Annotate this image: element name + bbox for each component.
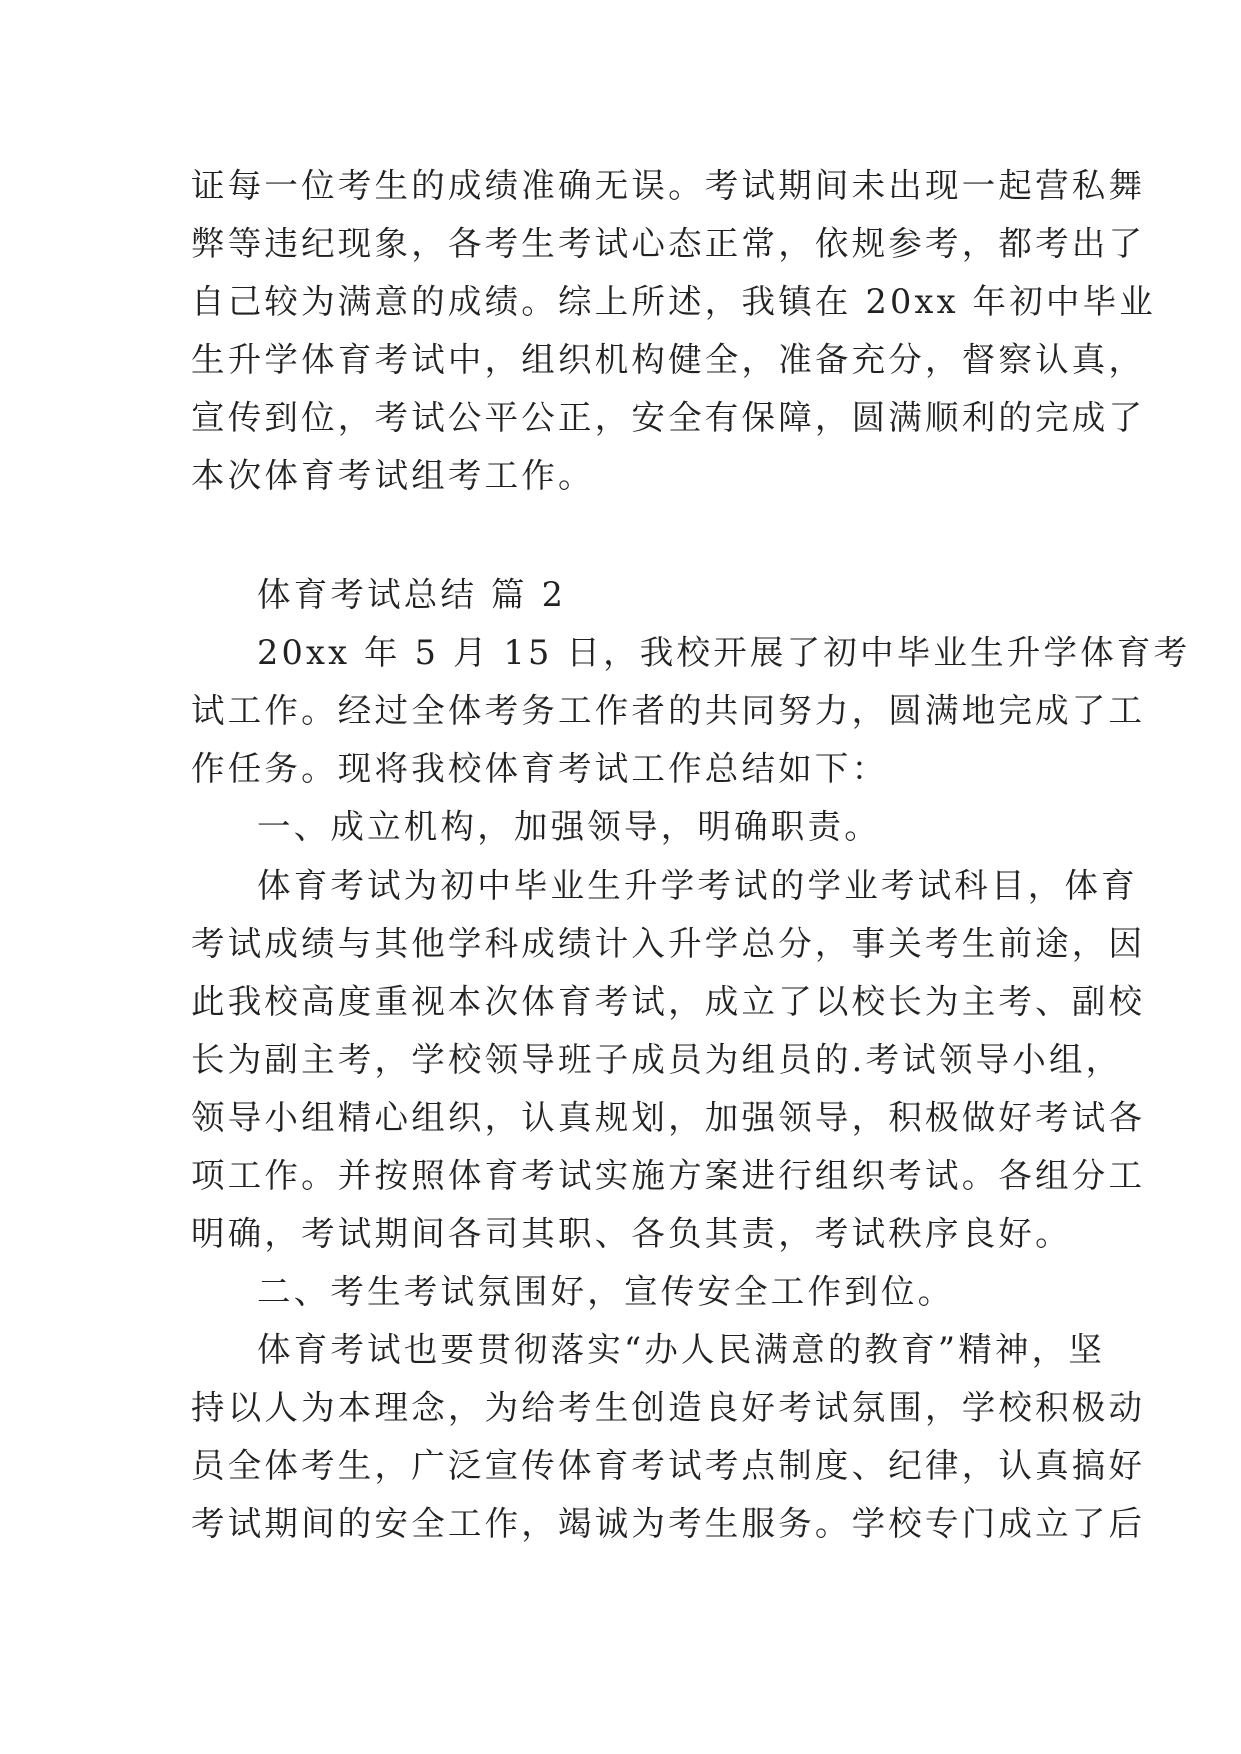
subheading: 一、成立机构，加强领导，明确职责。: [257, 807, 881, 846]
paragraph-line: 宣传到位，考试公平公正，安全有保障，圆满顺利的完成了: [191, 398, 1146, 437]
paragraph-line: 试工作。经过全体考务工作者的共同努力，圆满地完成了工: [191, 691, 1146, 730]
paragraph-line: 体育考试也要贯彻落实“办人民满意的教育”精神，坚: [257, 1330, 1106, 1369]
paragraph-line: 证每一位考生的成绩准确无误。考试期间未出现一起营私舞: [191, 166, 1146, 205]
paragraph-line: 项工作。并按照体育考试实施方案进行组织考试。各组分工: [191, 1156, 1146, 1195]
paragraph-line: 考试成绩与其他学科成绩计入升学总分，事关考生前途，因: [191, 924, 1146, 963]
paragraph-line: 员全体考生，广泛宣传体育考试考点制度、纪律，认真搞好: [191, 1446, 1146, 1485]
paragraph-line: 明确，考试期间各司其职、各负其责，考试秩序良好。: [191, 1214, 1072, 1253]
paragraph-line: 体育考试为初中毕业生升学考试的学业考试科目，体育: [257, 866, 1138, 905]
paragraph-line: 领导小组精心组织，认真规划，加强领导，积极做好考试各: [191, 1098, 1146, 1137]
paragraph-line: 持以人为本理念，为给考生创造良好考试氛围，学校积极动: [191, 1388, 1146, 1427]
paragraph-line: 20xx 年 5 月 15 日，我校开展了初中毕业生升学体育考: [257, 633, 1191, 672]
paragraph-line: 作任务。现将我校体育考试工作总结如下：: [191, 749, 889, 788]
paragraph-line: 自己较为满意的成绩。综上所述，我镇在 20xx 年初中毕业: [191, 282, 1157, 321]
paragraph-line: 长为副主考，学校领导班子成员为组员的.考试领导小组，: [191, 1040, 1123, 1079]
subheading: 二、考生考试氛围好，宣传安全工作到位。: [257, 1272, 955, 1311]
paragraph-line: 本次体育考试组考工作。: [191, 456, 595, 495]
section-heading: 体育考试总结 篇 2: [257, 575, 567, 614]
paragraph-line: 考试期间的安全工作，竭诚为考生服务。学校专门成立了后: [191, 1504, 1146, 1543]
paragraph-line: 弊等违纪现象，各考生考试心态正常，依规参考，都考出了: [191, 224, 1146, 263]
paragraph-line: 此我校高度重视本次体育考试，成立了以校长为主考、副校: [191, 982, 1146, 1021]
paragraph-line: 生升学体育考试中，组织机构健全，准备充分，督察认真，: [191, 340, 1146, 379]
